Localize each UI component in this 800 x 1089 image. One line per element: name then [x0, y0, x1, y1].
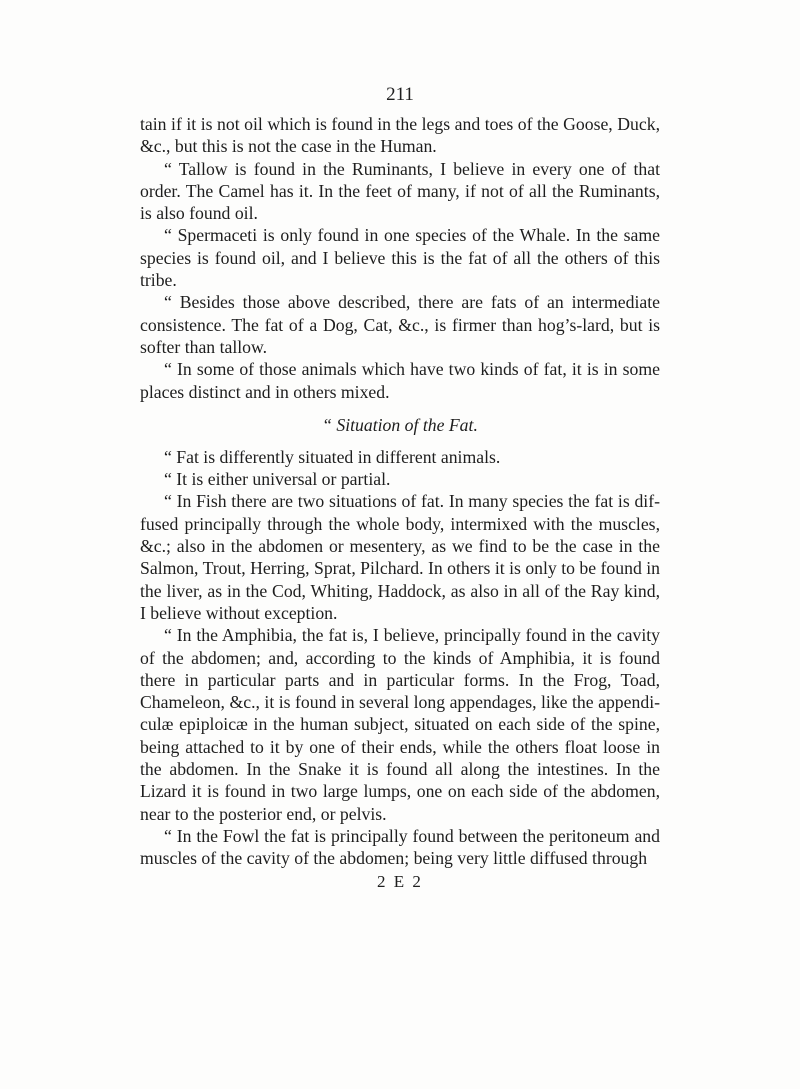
- section-heading: “ Situation of the Fat.: [322, 414, 478, 435]
- page-number: 211: [386, 84, 414, 105]
- paragraph: tain if it is not oil which is found in the legs and toes of the Goose, Duck, &c., but this is not the case in the Human.: [140, 114, 660, 157]
- paragraph: “ In the Fowl the fat is principally found between the peritoneum and muscles of the cavity of the abdomen; being very little diffused through: [140, 825, 660, 869]
- paragraph: “ It is either universal or partial.: [164, 469, 391, 490]
- body-text: [140, 113, 660, 870]
- paragraph: “ In Fish there are two situations of fat. In many species the fat is diffused principally through the whole body, intermixed with the muscles, &c.; also in the abdomen or mesentery, as we find to be the case in the Salmon, Trout, Herring, Sprat, Pilchard. In others it is only to be found in the liver, as in the Cod, Whiting, Haddock, as also in all of the Ray kind, I believe without exception.: [140, 491, 660, 623]
- paragraph: “ Fat is differently situated in different animals.: [164, 446, 501, 467]
- paragraph: “ In some of those animals which have two kinds of fat, it is in some places distinct and in others mixed.: [140, 359, 660, 402]
- paragraph: “ Tallow is found in the Ruminants, I believe in every one of that order. The Camel has it. In the feet of many, if not of all the Ruminants, is also found oil.: [140, 158, 660, 224]
- paragraph: “ Besides those above described, there are fats of an intermediate consistence. The fat of a Dog, Cat, &c., is firmer than hog’s-lard, but is softer than tallow.: [140, 292, 660, 357]
- paragraph: “ Spermaceti is only found in one species of the Whale. In the same species is found oil, and I believe this is the fat of all the others of this tribe.: [140, 225, 660, 291]
- signature-mark: 2 E 2: [377, 872, 423, 891]
- paragraph: “ In the Amphibia, the fat is, I believe, principally found in the cavity of the abdomen; and, according to the kinds of Amphibia, it is found there in particular parts and in particular forms. In the Frog, Toad, Chameleon, &c., it is found in several long appendages, like the appendiculæ epiploicæ in the human subject, situated on each side of the spine, being attached to it by one of their ends, while the others float loose in the abdomen. In the Snake it is found all along the intestines. In the Lizard it is found in two large lumps, one on each side of the abdomen, near to the posterior end, or pelvis.: [140, 625, 660, 824]
